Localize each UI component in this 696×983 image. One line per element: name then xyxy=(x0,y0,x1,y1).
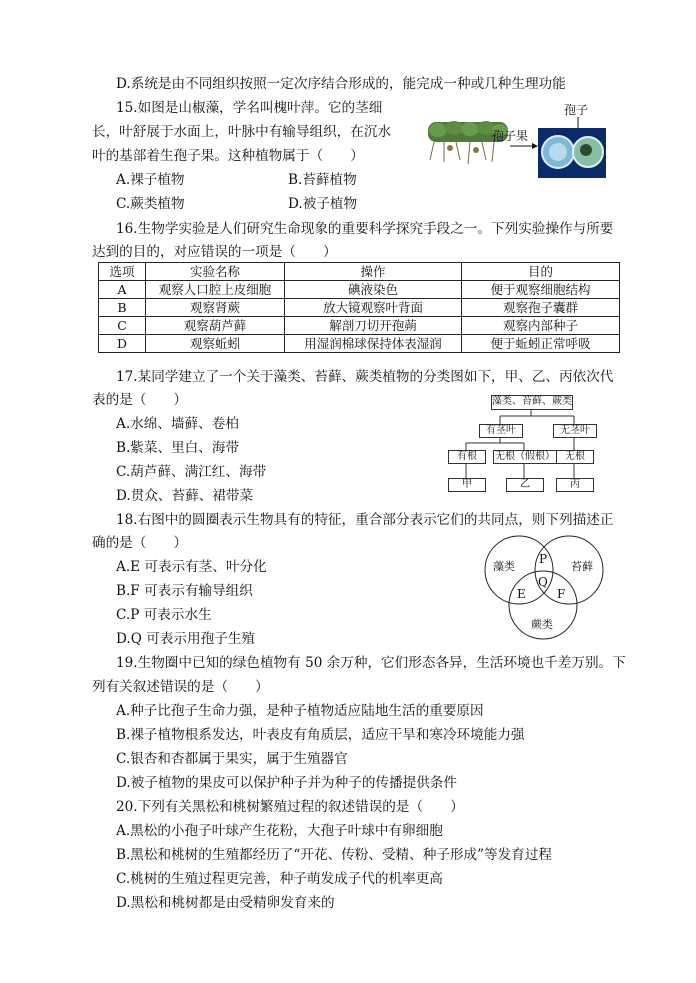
q15-stem-line3: 叶的基部着生孢子果。这种植物属于（ ） xyxy=(92,148,364,164)
q15-option-a: A.裸子植物 xyxy=(116,172,185,188)
q15-option-c: C.蕨类植物 xyxy=(116,196,185,212)
diagram-leaf-jia: 甲 xyxy=(448,478,486,492)
table-cell: C xyxy=(99,317,146,335)
table-cell: D xyxy=(99,335,146,353)
spore-fruit-label: 孢子果 xyxy=(492,129,529,143)
q20-stem-line1: 20.下列有关黑松和桃树繁殖过程的叙述错误的是（ ） xyxy=(116,799,464,815)
venn-label-fern: 蕨类 xyxy=(531,618,553,631)
q19-option-a: A.种子比孢子生命力强，是种子植物适应陆地生活的重要原因 xyxy=(116,703,484,719)
venn-label-e: E xyxy=(517,587,526,601)
diagram-root-node: 藻类、苔藓、蕨类 xyxy=(491,395,573,410)
table-header-cell: 选项 xyxy=(99,263,146,281)
q19-option-c: C.银杏和杏都属于果实，属于生殖器官 xyxy=(116,751,348,767)
table-row xyxy=(99,281,620,299)
spore-label: 孢子 xyxy=(564,103,589,117)
q19-option-b: B.裸子植物根系发达，叶表皮有角质层，适应干旱和寒冷环境能力强 xyxy=(116,727,525,743)
venn-label-p: P xyxy=(539,552,548,566)
table-cell: 观察内部种子 xyxy=(462,317,620,335)
diagram-leaf-yi: 乙 xyxy=(506,478,544,492)
diagram-no-stem-leaf-node: 无茎叶 xyxy=(553,424,597,438)
q17-option-d: D.贯众、苔藓、裙带菜 xyxy=(116,488,254,504)
q19-option-d: D.被子植物的果皮可以保护种子并为种子的传播提供条件 xyxy=(116,775,457,791)
q15-option-d: D.被子植物 xyxy=(288,196,358,212)
venn-label-moss: 苔藓 xyxy=(571,560,593,573)
table-cell: 放大镜观察叶背面 xyxy=(285,299,462,317)
spore-microscope-image xyxy=(538,128,606,178)
q16-stem-line1: 16.生物学实验是人们研究生命现象的重要科学探究手段之一。下列实验操作与所要 xyxy=(116,221,614,237)
table-row xyxy=(99,299,620,317)
table-row xyxy=(99,317,620,335)
q18-option-c: C.P 可表示水生 xyxy=(116,607,212,623)
diagram-has-stem-leaf-node: 有茎叶 xyxy=(479,424,523,438)
table-cell: 碘液染色 xyxy=(285,281,462,299)
table-row xyxy=(99,335,620,353)
salvinia-figure xyxy=(420,100,610,182)
table-cell: 便于蚯蚓正常呼吸 xyxy=(462,335,620,353)
table-header-cell: 操作 xyxy=(285,263,462,281)
q17-option-b: B.紫菜、里白、海带 xyxy=(116,440,240,456)
table-cell: 观察肾蕨 xyxy=(146,299,285,317)
q15-stem-line1: 15.如图是山椒藻，学名叫槐叶萍。它的茎细 xyxy=(116,100,383,116)
table-cell: 用湿润棉球保持体表湿润 xyxy=(285,335,462,353)
table-header-cell: 目的 xyxy=(462,263,620,281)
table-header-cell: 实验名称 xyxy=(146,263,285,281)
table-header-row xyxy=(99,263,620,281)
table-cell: 观察孢子囊群 xyxy=(462,299,620,317)
venn-label-q: Q xyxy=(538,575,548,589)
q17-option-a: A.水绵、墙藓、卷柏 xyxy=(116,416,239,432)
q18-option-a: A.E 可表示有茎、叶分化 xyxy=(116,559,267,575)
q17-option-c: C.葫芦藓、满江红、海带 xyxy=(116,464,267,480)
venn-label-algae: 藻类 xyxy=(493,560,515,573)
table-cell: 便于观察细胞结构 xyxy=(462,281,620,299)
q20-option-c: C.桃树的生殖过程更完善，种子萌发成子代的机率更高 xyxy=(116,871,443,887)
q18-option-b: B.F 可表示有输导组织 xyxy=(116,583,253,599)
q20-option-a: A.黑松的小孢子叶球产生花粉，大孢子叶球中有卵细胞 xyxy=(116,823,443,839)
q18-option-d: D.Q 可表示用孢子生殖 xyxy=(116,631,255,647)
q19-stem-line1: 19.生物圈中已知的绿色植物有 50 余万种，它们形态各异，生活环境也千差万别。下 xyxy=(116,655,626,671)
table-cell: 观察蚯蚓 xyxy=(146,335,285,353)
venn-diagram xyxy=(476,528,616,642)
experiment-table xyxy=(98,262,620,353)
table-cell: A xyxy=(99,281,146,299)
q18-stem-line1: 18.右图中的圆圈表示生物具有的特征，重合部分表示它们的共同点，则下列描述正 xyxy=(116,512,614,528)
classification-diagram xyxy=(440,392,610,496)
table-cell: 观察葫芦藓 xyxy=(146,317,285,335)
q18-stem-line2: 确的是（ ） xyxy=(92,535,188,551)
q20-option-b: B.黑松和桃树的生殖都经历了“开花、传粉、受精、种子形成”等发育过程 xyxy=(116,847,553,863)
q16-stem-line2: 达到的目的，对应错误的一项是（ ） xyxy=(92,244,337,260)
diagram-no-root-node: 无根 xyxy=(556,450,594,464)
q20-option-d: D.黑松和桃树都是由受精卵发育来的 xyxy=(116,895,335,911)
diagram-false-root-node: 无根（假根） xyxy=(495,451,555,462)
q15-option-b: B.苔藓植物 xyxy=(288,172,357,188)
table-cell: 观察人口腔上皮细胞 xyxy=(146,281,285,299)
diagram-has-root-node: 有根 xyxy=(448,450,486,464)
q19-stem-line2: 列有关叙述错误的是（ ） xyxy=(92,679,269,695)
table-cell: 解剖刀切开孢蒴 xyxy=(285,317,462,335)
q17-stem-line1: 17.某同学建立了一个关于藻类、苔藓、蕨类植物的分类图如下，甲、乙、丙依次代 xyxy=(116,369,614,385)
table-cell: B xyxy=(99,299,146,317)
q15-stem-line2: 长，叶舒展于水面上，叶脉中有输导组织，在沉水 xyxy=(92,124,392,140)
diagram-leaf-bing: 丙 xyxy=(556,478,594,492)
q14-option-d: D.系统是由不同组织按照一定次序结合形成的，能完成一种或几种生理功能 xyxy=(116,76,566,92)
q17-stem-line2: 表的是（ ） xyxy=(92,392,188,408)
venn-label-f: F xyxy=(557,587,566,601)
